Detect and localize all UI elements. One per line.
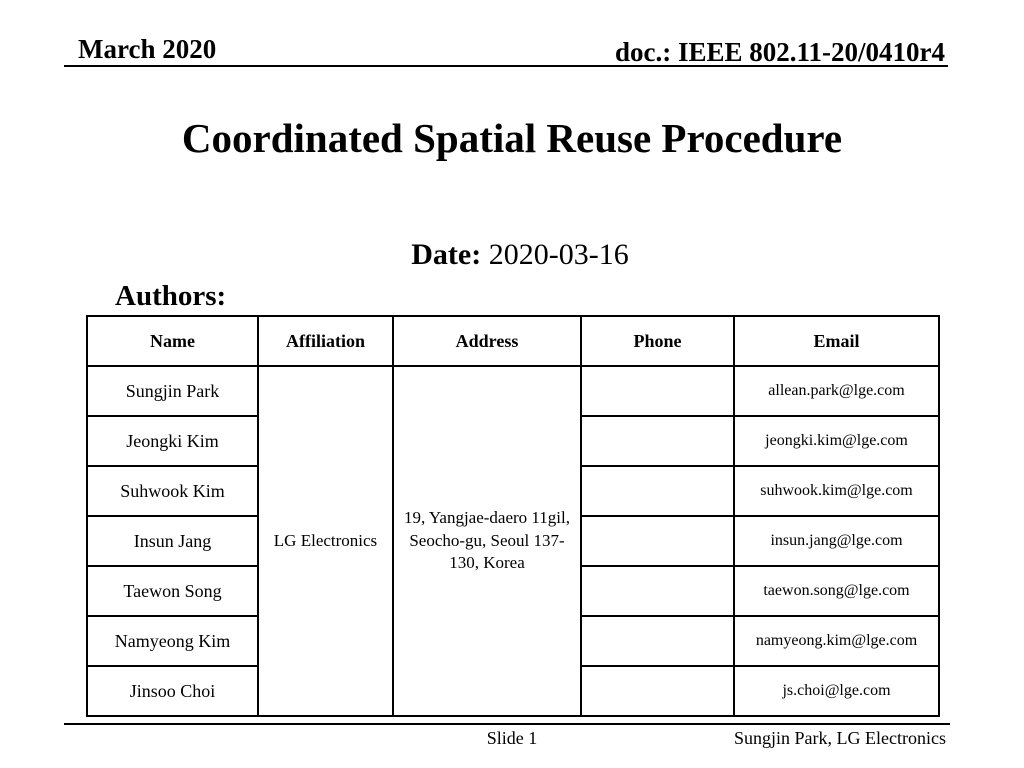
- author-email: namyeong.kim@lge.com: [734, 616, 939, 666]
- slide-number: Slide 1: [486, 728, 538, 748]
- author-phone: [581, 666, 734, 716]
- date-label: Date:: [411, 238, 482, 271]
- author-email: suhwook.kim@lge.com: [734, 466, 939, 516]
- author-name: Namyeong Kim: [87, 616, 258, 666]
- author-email: allean.park@lge.com: [734, 366, 939, 416]
- author-phone: [581, 616, 734, 666]
- column-header-affiliation: Affiliation: [258, 316, 393, 366]
- header-doc-number: doc.: IEEE 802.11-20/0410r4: [614, 37, 945, 67]
- author-name: Taewon Song: [87, 566, 258, 616]
- author-email: taewon.song@lge.com: [734, 566, 939, 616]
- author-email: insun.jang@lge.com: [734, 516, 939, 566]
- authors-table: [86, 315, 940, 717]
- header-date: March 2020: [78, 34, 217, 64]
- authors-heading: Authors:: [115, 280, 227, 312]
- author-affiliation: LG Electronics: [258, 366, 393, 716]
- author-email: jeongki.kim@lge.com: [734, 416, 939, 466]
- author-name: Suhwook Kim: [87, 466, 258, 516]
- author-name: Sungjin Park: [87, 366, 258, 416]
- authors-table-header-row: [87, 316, 939, 366]
- author-name: Insun Jang: [87, 516, 258, 566]
- date-line: [16, 238, 1024, 272]
- author-email: js.choi@lge.com: [734, 666, 939, 716]
- column-header-email: Email: [734, 316, 939, 366]
- author-phone: [581, 516, 734, 566]
- date-value: 2020-03-16: [488, 238, 629, 271]
- author-address: 19, Yangjae-daero 11gil, Seocho-gu, Seoul 137-130, Korea: [393, 366, 581, 716]
- header-divider: [64, 65, 948, 67]
- column-header-address: Address: [393, 316, 581, 366]
- author-name: Jinsoo Choi: [87, 666, 258, 716]
- author-phone: [581, 466, 734, 516]
- footer-divider: [64, 723, 950, 725]
- author-phone: [581, 566, 734, 616]
- column-header-name: Name: [87, 316, 258, 366]
- footer-credit: Sungjin Park, LG Electronics: [734, 728, 946, 748]
- author-name: Jeongki Kim: [87, 416, 258, 466]
- slide-title: Coordinated Spatial Reuse Procedure: [181, 115, 843, 161]
- author-phone: [581, 366, 734, 416]
- column-header-phone: Phone: [581, 316, 734, 366]
- table-row: [87, 366, 939, 416]
- author-phone: [581, 416, 734, 466]
